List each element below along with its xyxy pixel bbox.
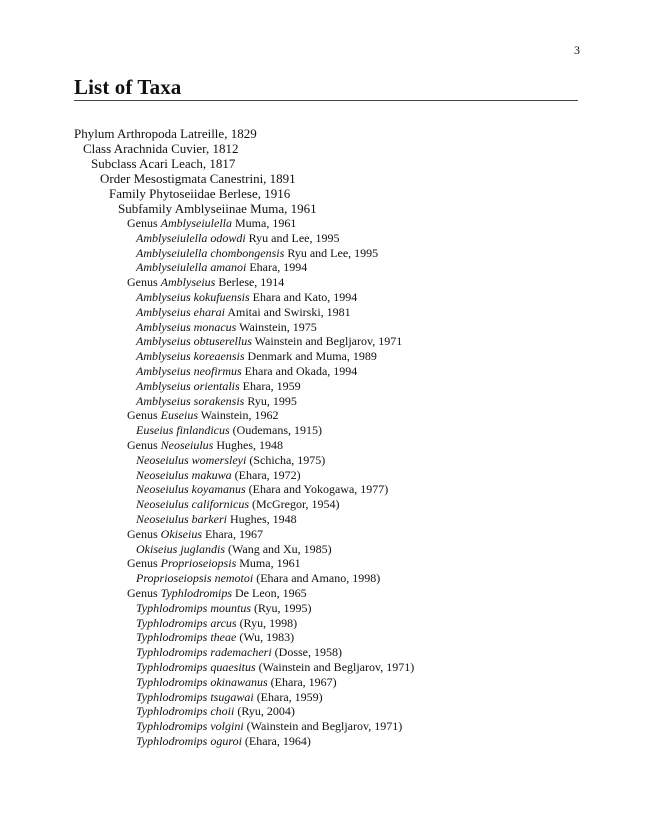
taxon-name: Amblyseius obtuserellus: [136, 334, 252, 349]
taxon-line: [74, 379, 578, 394]
taxon-rank: Genus: [127, 275, 161, 290]
taxon-line: [74, 734, 578, 749]
taxon-name: Neoseiulus californicus: [136, 497, 249, 512]
taxon-authority: Ryu and Lee, 1995: [284, 245, 379, 260]
taxon-name: Typhlodromips oguroi: [136, 733, 242, 748]
taxon-name: Amblyseius neofirmus: [136, 363, 242, 378]
taxon-authority: (Ryu, 1995): [251, 600, 312, 615]
taxon-name: Typhlodromips mountus: [136, 600, 252, 615]
taxon-authority: Berlese, 1914: [215, 275, 285, 290]
taxon-name: Euseius finlandicus: [136, 423, 230, 438]
taxon-authority: Ryu and Lee, 1995: [245, 230, 340, 245]
taxon-line: [74, 512, 578, 527]
taxon-name: Typhlodromips volgini: [136, 719, 244, 734]
taxon-line: [74, 482, 578, 497]
taxon-rank: Subclass Acari Leach, 1817: [91, 156, 236, 171]
taxon-rank: Genus: [127, 216, 161, 230]
taxon-rank: Genus: [127, 556, 161, 571]
taxon-name: Typhlodromips theae: [136, 630, 237, 645]
taxon-line: [74, 645, 578, 660]
taxon-authority: (Wu, 1983): [236, 630, 295, 645]
taxon-name: Amblyseiulella chombongensis: [136, 245, 285, 260]
taxon-authority: (Schicha, 1975): [246, 452, 326, 467]
taxon-name: Typhlodromips: [160, 585, 233, 600]
taxon-name: Amblyseiulella: [160, 216, 232, 230]
taxon-rank: Order Mesostigmata Canestrini, 1891: [100, 171, 296, 186]
taxon-line: [74, 275, 578, 290]
taxon-rank: Phylum Arthropoda Latreille, 1829: [74, 126, 257, 141]
taxon-name: Amblyseius sorakensis: [136, 393, 245, 408]
taxon-line: [74, 349, 578, 364]
taxon-line: [74, 660, 578, 675]
taxon-rank: Genus: [127, 437, 161, 452]
taxon-authority: Muma, 1961: [236, 556, 301, 571]
taxon-line: [74, 690, 578, 705]
taxon-name: Amblyseius koreaensis: [136, 349, 245, 364]
taxon-authority: (Ryu, 2004): [234, 704, 295, 719]
taxon-name: Neoseiulus makuwa: [136, 467, 232, 482]
page-number: 3: [574, 43, 580, 57]
taxon-name: Typhlodromips tsugawai: [136, 689, 254, 704]
taxon-authority: Ryu, 1995: [244, 393, 297, 408]
taxon-rank: Genus: [127, 526, 161, 541]
taxon-authority: (Ehara and Amano, 1998): [253, 571, 381, 586]
taxon-line: [74, 556, 578, 571]
taxon-line: [74, 290, 578, 305]
taxon-line: [74, 630, 578, 645]
taxon-name: Neoseiulus barkeri: [136, 511, 227, 526]
taxon-authority: Ehara and Kato, 1994: [249, 289, 358, 304]
taxon-name: Amblyseius kokufuensis: [136, 289, 250, 304]
taxon-line: [74, 216, 578, 231]
taxon-authority: (Wainstein and Begljarov, 1971): [255, 659, 415, 674]
taxon-name: Amblyseiulella odowdi: [136, 230, 246, 245]
taxon-rank: Subfamily Amblyseiinae Muma, 1961: [118, 201, 317, 216]
taxon-authority: (Ehara and Yokogawa, 1977): [245, 482, 389, 497]
taxon-authority: (Ehara, 1972): [231, 467, 301, 482]
taxon-authority: Wainstein and Begljarov, 1971: [251, 334, 403, 349]
taxon-authority: (Oudemans, 1915): [229, 423, 322, 438]
taxon-authority: Wainstein, 1975: [236, 319, 317, 334]
taxon-authority: Denmark and Muma, 1989: [244, 349, 377, 364]
taxon-line: [74, 527, 578, 542]
taxon-rank: Family Phytoseiidae Berlese, 1916: [109, 186, 291, 201]
taxon-name: Okiseius juglandis: [136, 541, 225, 556]
taxon-line: [74, 601, 578, 616]
taxon-rank: Genus: [127, 585, 161, 600]
taxon-rank: Genus: [127, 408, 161, 423]
taxon-line: [74, 408, 578, 423]
taxon-name: Neoseiulus: [160, 437, 214, 452]
taxon-line: [74, 260, 578, 275]
taxon-authority: (Ehara, 1967): [267, 674, 337, 689]
taxon-line: [74, 704, 578, 719]
taxon-name: Okiseius: [160, 526, 202, 541]
taxa-list: [74, 126, 578, 749]
taxon-name: Amblyseius eharai: [136, 304, 225, 319]
taxon-authority: (McGregor, 1954): [249, 497, 340, 512]
taxon-line: [74, 453, 578, 468]
taxon-name: Euseius: [160, 408, 199, 423]
taxon-line: [74, 468, 578, 483]
taxon-name: Typhlodromips arcus: [136, 615, 237, 630]
taxon-line: [74, 231, 578, 246]
taxon-name: Neoseiulus womersleyi: [136, 452, 247, 467]
taxon-name: Proprioseiopsis: [160, 556, 237, 571]
title-rule: [74, 100, 578, 101]
taxon-line: [74, 141, 578, 156]
taxon-authority: Hughes, 1948: [227, 511, 297, 526]
page-title: List of Taxa: [74, 75, 182, 99]
taxon-line: [74, 246, 578, 261]
taxon-rank: Class Arachnida Cuvier, 1812: [83, 141, 239, 156]
taxon-line: [74, 186, 578, 201]
taxon-name: Amblyseius orientalis: [136, 378, 240, 393]
taxon-authority: Amitai and Swirski, 1981: [225, 304, 351, 319]
taxon-line: [74, 616, 578, 631]
taxon-line: [74, 438, 578, 453]
taxon-authority: Ehara, 1959: [239, 378, 301, 393]
taxon-line: [74, 571, 578, 586]
taxon-authority: Muma, 1961: [232, 216, 297, 230]
taxon-authority: De Leon, 1965: [232, 585, 307, 600]
taxon-authority: Hughes, 1948: [213, 437, 284, 452]
taxon-authority: Ehara, 1994: [246, 260, 308, 275]
taxon-line: [74, 156, 578, 171]
taxon-authority: (Dosse, 1958): [271, 645, 342, 660]
taxon-line: [74, 394, 578, 409]
taxon-line: [74, 364, 578, 379]
taxon-name: Proprioseiopsis nemotoi: [136, 571, 254, 586]
taxon-line: [74, 126, 578, 141]
taxon-line: [74, 201, 578, 216]
taxon-line: [74, 586, 578, 601]
taxon-authority: (Wang and Xu, 1985): [225, 541, 332, 556]
taxon-line: [74, 675, 578, 690]
taxon-authority: Ehara and Okada, 1994: [241, 363, 358, 378]
taxon-authority: (Ryu, 1998): [236, 615, 298, 630]
taxon-authority: Wainstein, 1962: [198, 408, 279, 423]
taxon-name: Neoseiulus koyamanus: [136, 482, 246, 497]
taxon-name: Amblyseius: [160, 275, 216, 290]
taxon-name: Typhlodromips okinawanus: [136, 674, 268, 689]
taxon-name: Amblyseiulella amanoi: [136, 260, 247, 275]
taxon-line: [74, 719, 578, 734]
taxon-authority: (Ehara, 1959): [253, 689, 323, 704]
taxon-line: [74, 334, 578, 349]
taxon-line: [74, 542, 578, 557]
taxon-name: Typhlodromips choii: [136, 704, 235, 719]
taxon-name: Amblyseius monacus: [136, 319, 237, 334]
taxon-line: [74, 497, 578, 512]
taxon-line: [74, 171, 578, 186]
taxon-line: [74, 305, 578, 320]
taxon-authority: (Wainstein and Begljarov, 1971): [243, 719, 403, 734]
taxon-line: [74, 320, 578, 335]
taxon-authority: Ehara, 1967: [202, 526, 263, 541]
taxon-line: [74, 423, 578, 438]
taxon-name: Typhlodromips rademacheri: [136, 645, 272, 660]
taxon-name: Typhlodromips quaesitus: [136, 659, 256, 674]
taxon-authority: (Ehara, 1964): [241, 733, 311, 748]
